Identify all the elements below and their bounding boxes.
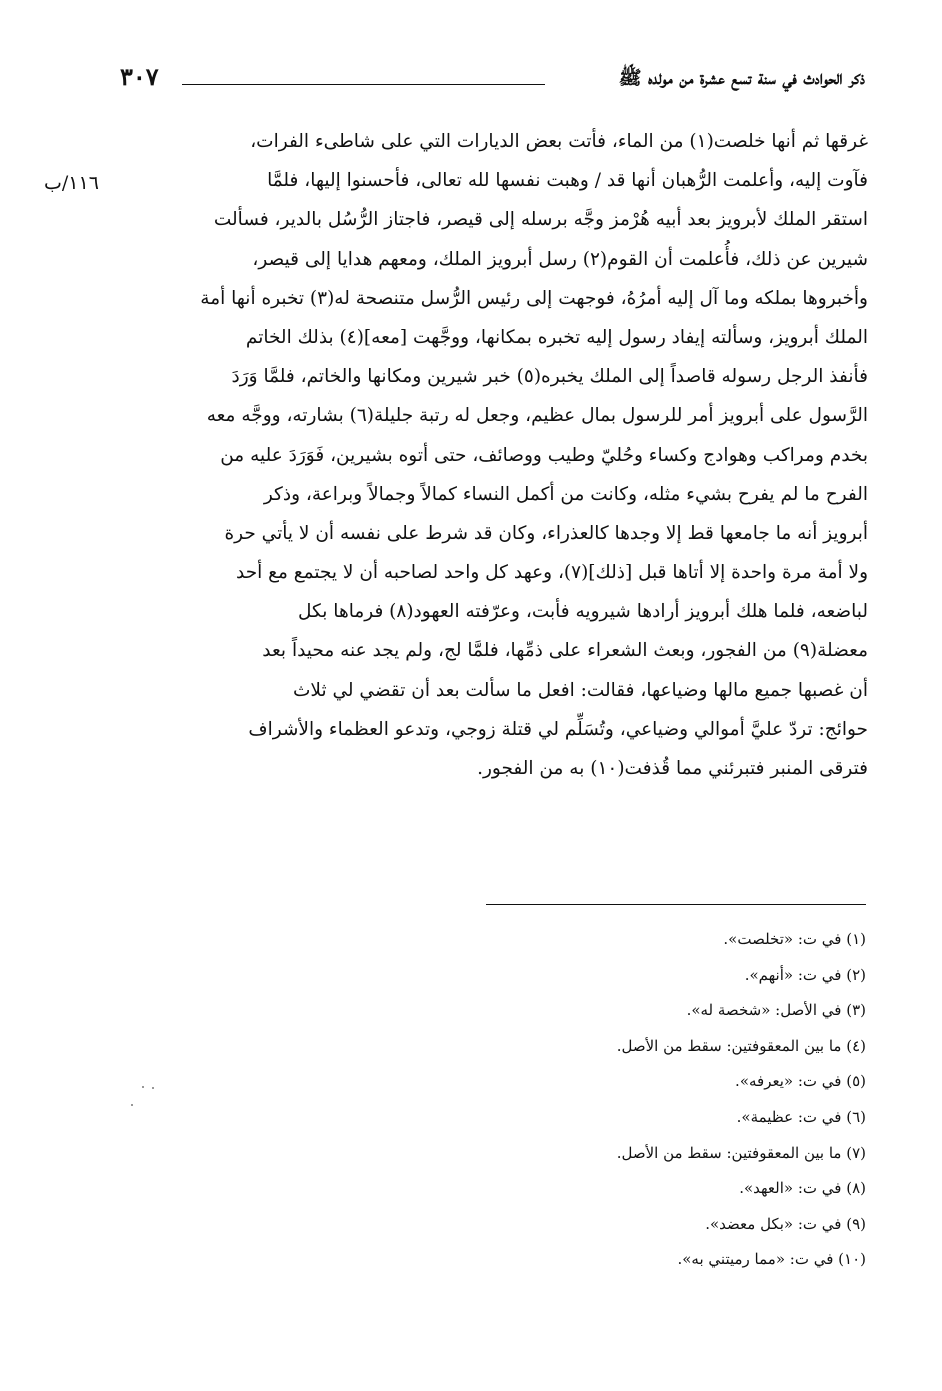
footnote-separator — [486, 904, 866, 905]
scan-speck — [142, 1086, 144, 1088]
chapter-title: ذكر الحوادث في سنة تسع عشرة من مولده ﷺ — [618, 67, 865, 89]
footnote-item: (٥) في ت: «يعرفه». — [735, 1072, 866, 1091]
text-line: فترقى المنبر فتبرئني مما قُذفت(١٠) به من الفجور. — [477, 758, 868, 779]
footnote-item: (٢) في ت: «أنهم». — [744, 965, 866, 984]
text-line: حوائج: تردّ عليَّ أموالي وضياعي، وتُسَلِّم لي قتلة زوجي، وتدعو العظماء والأشراف — [248, 718, 868, 740]
text-line: معضلة(٩) من الفجور، وبعث الشعراء على ذمِّها، فلمَّا لج، ولم يجد عنه محيداً بعد — [262, 640, 868, 662]
text-line: الفرح ما لم يفرح بشيء مثله، وكانت من أكمل النساء كمالاً وجمالاً وبراعة، وذكر — [263, 483, 868, 505]
text-line: أن غصبها جميع مالها وضياعها، فقالت: افعل ما سألت بعد أن تقضي لي ثلاث — [293, 679, 868, 701]
scan-speck — [131, 1104, 133, 1106]
footnote-item: (١٠) في ت: «مما رميتني به». — [677, 1250, 866, 1269]
scan-speck — [152, 1087, 154, 1089]
running-header — [120, 62, 865, 102]
footnote-item: (٨) في ت: «العهد». — [739, 1179, 866, 1198]
footnote-item: (٦) في ت: عظيمة». — [736, 1107, 866, 1126]
footnotes — [446, 922, 866, 1278]
text-line: ولا أمة مرة واحدة إلا أتاها قبل [ذلك](٧)، وعهد كل واحد لصاحبه أن لا يجتمع مع أحد — [236, 562, 868, 584]
text-line: استقر الملك لأبرويز بعد أبيه هُرْمز وجَّه برسله إلى قيصر، فاجتاز الرُّسُل بالدير، فسألت — [213, 209, 868, 231]
page-number: ٣٠٧ — [120, 62, 159, 91]
footnote-item: (٩) في ت: «بكل معضد». — [705, 1214, 866, 1233]
text-line: شيرين عن ذلك، فأُعلمت أن القوم(٢) رسل أبرويز الملك، ومعهم هدايا إلى قيصر، — [252, 248, 868, 270]
footnote-item: (٣) في الأصل: «شخصة له». — [686, 1001, 866, 1020]
footnote-item: (١) في ت: «تخلصت». — [723, 930, 866, 948]
text-line: غرقها ثم أنها خلصت(١) من الماء، فأتت بعض الديارات التي على شاطىء الفرات، — [250, 131, 868, 152]
main-text — [122, 122, 868, 788]
manuscript-folio-note: ١١٦/ب — [44, 172, 99, 194]
header-rule — [182, 84, 545, 85]
footnote-item: (٤) ما بين المعقوفتين: سقط من الأصل. — [616, 1036, 866, 1055]
text-line: وأخبروها بملكه وما آل إليه أمرُهُ، فوجهت إلى رئيس الرُّسل متنصحة له(٣) تخبره أنها أمة — [200, 287, 868, 309]
text-line: بخدم ومراكب وهوادج وكساء وحُليّ وطيب ووصائف، حتى أتوه بشيرين، فَوَرَدَ عليه من — [220, 444, 868, 466]
text-line: الرَّسول على أبرويز أمر للرسول بمال عظيم، وجعل له رتبة جليلة(٦) بشارته، ووجَّه معه — [206, 405, 868, 427]
text-line: لباضعه، فلما هلك أبرويز أرادها شيرويه فأبت، وعرّفته العهود(٨) فرماها بكل — [298, 601, 868, 623]
text-line: أبرويز أنه ما جامعها قط إلا وجدها كالعذراء، وكان قد شرط على نفسه أن لا يأتي حرة — [224, 522, 868, 544]
text-line: فأنفذ الرجل رسوله قاصداً إلى الملك يخبره(٥) خبر شيرين ومكانها والخاتم، فلمَّا وَرَدَ — [231, 366, 868, 388]
text-line: فآوت إليه، وأعلمت الرُّهبان أنها قد / وهبت نفسها لله تعالى، فأحسنوا إليها، فلمَّا — [267, 170, 868, 192]
footnote-item: (٧) ما بين المعقوفتين: سقط من الأصل. — [616, 1143, 866, 1162]
text-line: الملك أبرويز، وسألته إيفاد رسول إليه تخبره بمكانها، ووجَّهت [معه](٤) بذلك الخاتم — [245, 326, 868, 348]
